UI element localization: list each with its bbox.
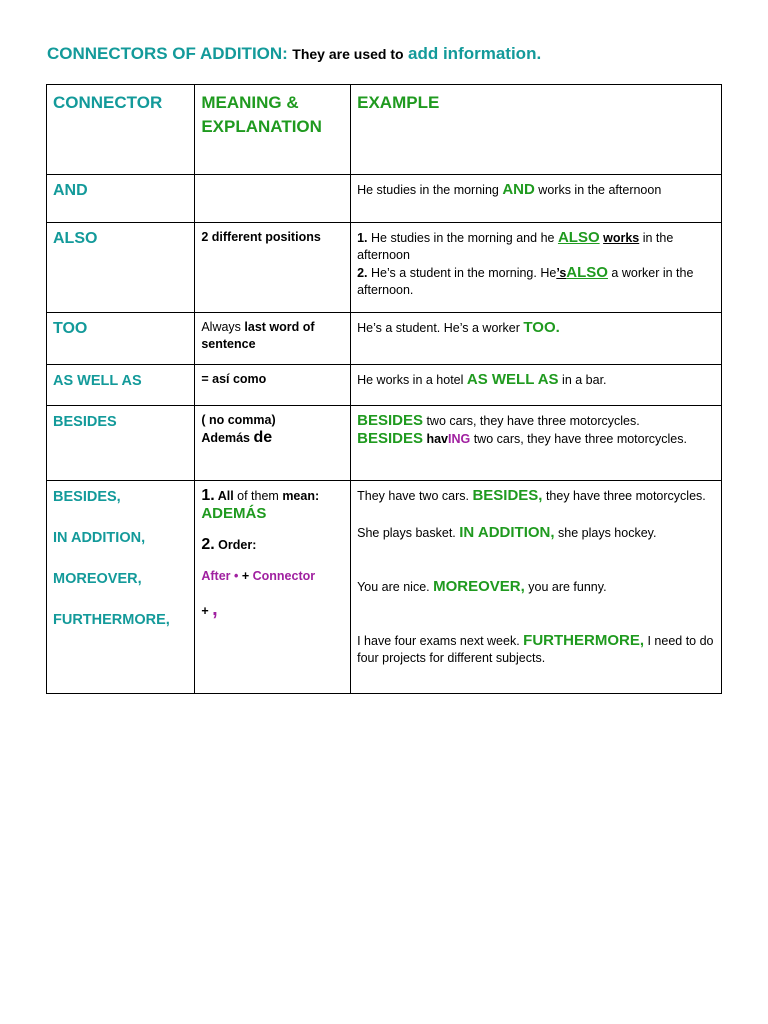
- meaning-cell: Always last word of sentence: [195, 313, 351, 365]
- table-header-row: [47, 85, 722, 175]
- page-title: [47, 44, 541, 64]
- table-row-also: [47, 223, 722, 313]
- meaning-cell: ( no comma) Además de: [195, 406, 351, 481]
- header-connector: CONNECTOR: [47, 85, 195, 175]
- connector-cell: TOO: [47, 313, 195, 365]
- example-cell: He’s a student. He’s a worker TOO.: [351, 313, 722, 365]
- header-meaning: MEANING & EXPLANATION: [195, 85, 351, 175]
- connector-cell: AND: [47, 175, 195, 223]
- connector-cell: AS WELL AS: [47, 365, 195, 406]
- table-row-addition-group: [47, 481, 722, 694]
- example-cell: He works in a hotel AS WELL AS in a bar.: [351, 365, 722, 406]
- title-subtitle: They are used to: [292, 46, 404, 62]
- example-cell: BESIDES two cars, they have three motorcycles. BESIDES havING two cars, they have three motorcycles.: [351, 406, 722, 481]
- meaning-cell: 1. All of them mean: ADEMÁS 2. Order: After • + Connector + ,: [195, 481, 351, 694]
- title-heading: CONNECTORS OF ADDITION:: [47, 44, 288, 63]
- connector-cell: ALSO: [47, 223, 195, 313]
- title-emphasis: add information.: [408, 44, 542, 63]
- example-cell: 1. He studies in the morning and he ALSO works in the afternoon 2. He’s a student in the morning. He’sALSO a worker in the afternoon.: [351, 223, 722, 313]
- table-row-as-well-as: [47, 365, 722, 406]
- connectors-table: [46, 84, 722, 694]
- connector-cell: BESIDES: [47, 406, 195, 481]
- example-cell: They have two cars. BESIDES, they have three motorcycles. She plays basket. IN ADDITION, she plays hockey. You are nice. MOREOVER, you are funny. I have four exams next week. FURTHERMORE, I need to do four projects for different subjects.: [351, 481, 722, 694]
- table-row-too: [47, 313, 722, 365]
- table-row-and: [47, 175, 722, 223]
- example-cell: He studies in the morning AND works in the afternoon: [351, 175, 722, 223]
- meaning-cell: [195, 175, 351, 223]
- header-example: EXAMPLE: [351, 85, 722, 175]
- meaning-cell: = así como: [195, 365, 351, 406]
- connector-cell: BESIDES, IN ADDITION, MOREOVER, FURTHERMORE,: [47, 481, 195, 694]
- table-row-besides: [47, 406, 722, 481]
- meaning-cell: 2 different positions: [195, 223, 351, 313]
